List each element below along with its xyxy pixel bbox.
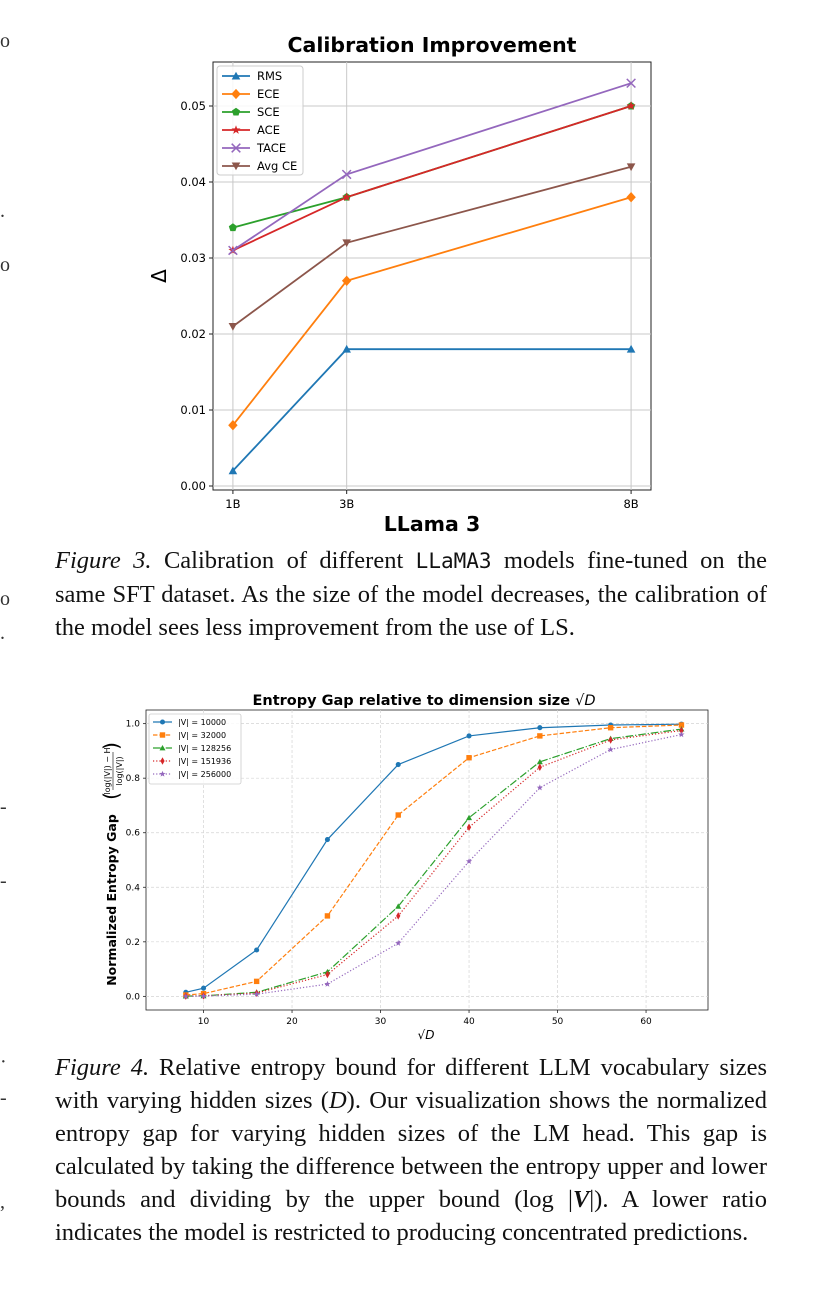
legend-label: Avg CE [257,159,298,173]
series-line [233,197,631,425]
caption-text: |). A lower ratio indicates the model is restricted to producing concentrated predictions. [55,1186,767,1246]
margin-fragment: - [0,870,7,892]
data-point [608,725,613,730]
y-tick-label: 0.0 [125,992,140,1003]
x-tick-label: 30 [374,1017,387,1027]
y-tick-label: 0.2 [125,937,140,948]
legend-label: |V| = 10000 [178,718,227,727]
series-line [186,730,682,996]
y-axis-label [99,742,124,986]
figure-4-caption [55,1051,767,1249]
legend-label: SCE [257,105,280,119]
chart-title: Entropy Gap relative to dimension size √D [252,693,596,709]
data-point [229,223,237,231]
x-tick-label: 20 [286,1017,298,1027]
figure-3-label: Figure 3. [55,547,152,574]
caption-text: Calibration of different [151,547,416,574]
figure-3-caption [55,544,767,644]
caption-code: LLaMA3 [415,549,492,573]
caption-text: ). Our visualization shows the normalized entropy gap for varying hidden sizes of the LM head. This gap is calculated by taking the difference between the entropy upper and lower bounds and dividing by the upper bound (log | [55,1087,767,1213]
caption-math: V [572,1186,590,1213]
data-point [537,733,542,738]
series-line [233,167,631,327]
x-tick-label: 60 [640,1017,652,1027]
legend-label: |V| = 256000 [178,770,232,779]
x-tick-label: 50 [551,1017,564,1027]
data-point [467,824,471,832]
data-point [229,323,238,331]
data-point [254,979,259,984]
data-point [609,736,613,744]
y-tick-label: 0.02 [180,327,206,341]
margin-fragment: o [0,588,10,610]
legend-label: |V| = 128256 [178,744,232,753]
caption-text: models fine-tuned on the same SFT dataset. As the size of the model decreases, the calibration of the model sees less improvement from the use of LS. [55,547,767,641]
legend [217,66,303,175]
data-point [678,731,684,737]
x-tick-label: 1B [225,497,241,511]
margin-fragment: , [0,1191,5,1213]
x-tick-label: 3B [339,497,355,511]
series-line [186,724,682,992]
data-point [254,947,259,952]
chart-title: Calibration Improvement [287,33,577,57]
margin-fragment: . [0,622,5,644]
x-axis-label: LLama 3 [383,512,481,536]
svg-text:log(|V|) − H: log(|V|) − H [103,747,112,795]
data-point [538,764,542,772]
margin-fragment: · [0,1051,7,1073]
legend [149,714,241,784]
data-point [325,837,330,842]
calibration-improvement-chart [0,0,819,545]
data-point [201,986,206,991]
series-group [183,722,685,1000]
x-tick-label: 10 [197,1017,210,1027]
legend-label: ACE [257,123,280,137]
y-tick-label: 1.0 [125,719,140,730]
data-point [466,755,471,760]
y-tick-label: 0.6 [125,828,140,839]
y-tick-label: 0.04 [180,175,206,189]
x-tick-label: 8B [623,497,639,511]
entropy-gap-chart [0,680,819,1045]
margin-fragment: o [0,254,10,276]
data-point [537,784,543,790]
caption-math: D [328,1087,347,1114]
y-tick-label: 0.03 [180,251,206,265]
y-tick-label: 0.4 [125,883,140,894]
series-line [186,729,682,996]
data-point [626,192,635,202]
svg-text:): ) [99,742,123,750]
data-point [537,725,542,730]
y-tick-label: 0.00 [180,479,206,493]
series-line [186,735,682,997]
series-line [186,725,682,995]
y-tick-label: 0.8 [125,774,140,785]
data-point [325,913,330,918]
y-tick-label: 0.05 [180,99,206,113]
svg-text:log(|V|): log(|V|) [115,756,124,786]
margin-fragment: o [0,30,10,52]
data-point [395,940,401,946]
legend-label: RMS [257,69,283,83]
legend-marker [160,719,165,724]
svg-text:Normalized Entropy Gap: Normalized Entropy Gap [104,814,119,986]
svg-text:(: ( [99,792,123,800]
data-point [396,762,401,767]
y-axis-label: Δ [147,269,171,283]
legend-label: |V| = 32000 [178,731,227,740]
margin-fragment: - [0,1087,7,1109]
data-point [324,981,330,987]
legend-label: |V| = 151936 [178,757,232,766]
x-axis-label: √D [417,1028,435,1042]
legend-label: ECE [257,87,280,101]
figure-4-label: Figure 4. [55,1054,150,1081]
margin-fragment: . [0,200,5,222]
margin-fragment: - [0,796,7,818]
data-point [396,812,401,817]
caption-text: Relative entropy bound for different LLM vocabulary sizes with varying hidden sizes ( [55,1054,767,1114]
data-point [466,858,472,864]
legend-label: TACE [257,141,287,155]
y-tick-label: 0.01 [180,403,206,417]
data-point [466,733,471,738]
x-tick-label: 40 [463,1017,475,1027]
legend-marker [160,732,165,737]
